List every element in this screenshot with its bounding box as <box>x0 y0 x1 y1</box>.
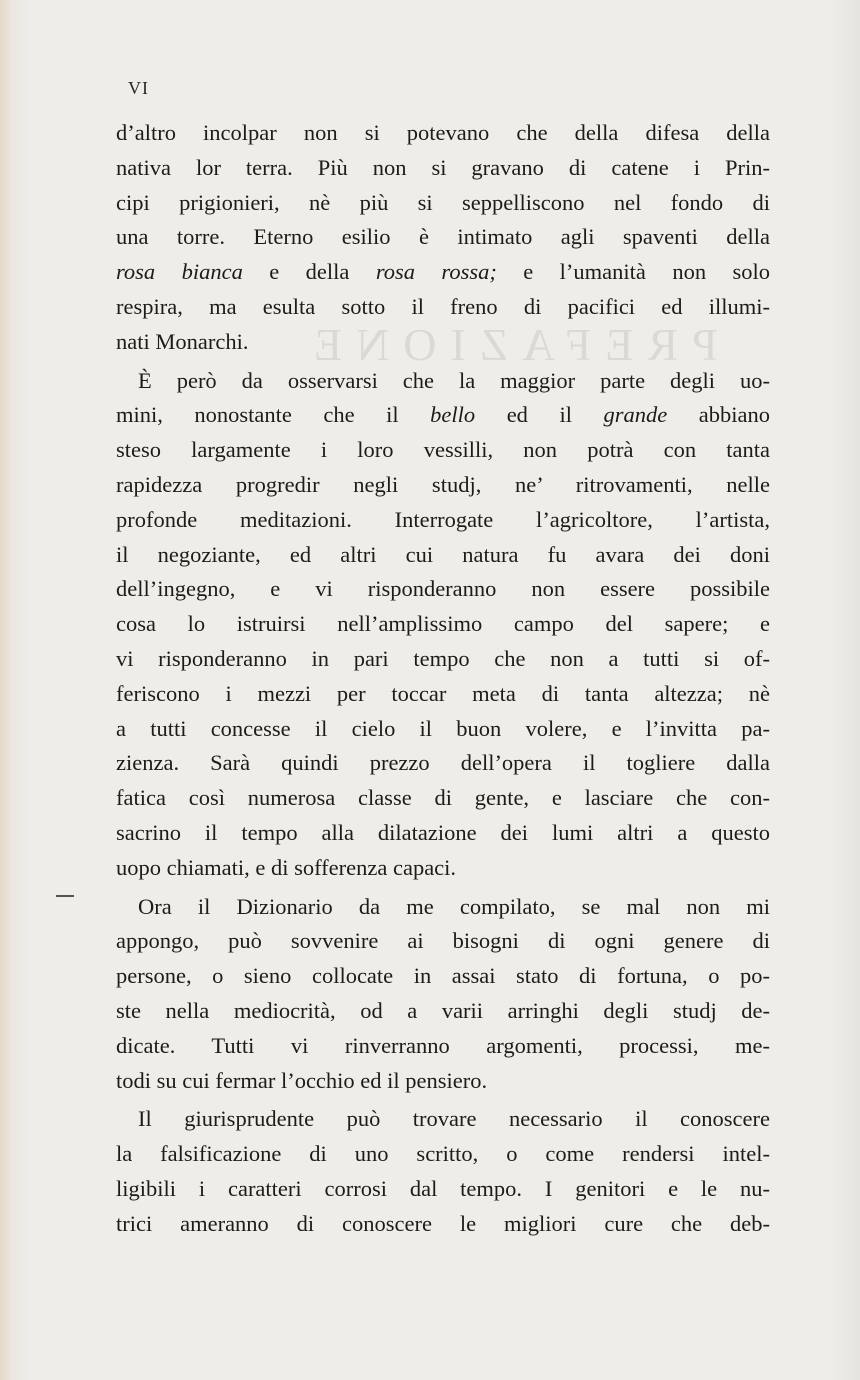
text-line: dell’ingegno, e vi risponderanno non essere possibile <box>116 576 770 602</box>
text-line: nativa lor terra. Più non si gravano di catene i Prin- <box>116 154 770 180</box>
paragraph <box>116 116 770 360</box>
text-line: cosa lo istruirsi nell’amplissimo campo del sapere; e <box>116 611 770 637</box>
text-line: il negoziante, ed altri cui natura fu avara dei doni <box>116 541 770 567</box>
text-line: feriscono i mezzi per toccar meta di tanta altezza; nè <box>116 680 770 706</box>
text-line: uopo chiamati, e di sofferenza capaci. <box>116 854 457 880</box>
italic-term: grande <box>603 402 668 428</box>
text-line: la falsificazione di uno scritto, o come rendersi intel- <box>116 1141 770 1167</box>
italic-term: rosa rossa; <box>375 259 497 285</box>
text-line: dicate. Tutti vi rinverranno argomenti, processi, me- <box>116 1032 770 1058</box>
text-line: ste nella mediocrità, od a varii arringhi degli studj de- <box>116 997 770 1023</box>
text-line: Il giurisprudente può trovare necessario il conoscere <box>138 1106 770 1132</box>
text-line: todi su cui fermar l’occhio ed il pensiero. <box>116 1067 488 1093</box>
text-line: persone, o sieno collocate in assai stato di fortuna, o po- <box>116 963 770 989</box>
paragraph <box>116 364 770 886</box>
text-line: fatica così numerosa classe di gente, e lasciare che con- <box>116 785 770 811</box>
text-line: respira, ma esulta sotto il freno di pacifici ed illumi- <box>116 293 770 319</box>
text-line: zienza. Sarà quindi prezzo dell’opera il togliere dalla <box>116 750 770 776</box>
text-line: una torre. Eterno esilio è intimato agli spaventi della <box>116 224 770 250</box>
text-line: cipi prigionieri, nè più si seppelliscono nel fondo di <box>116 189 770 215</box>
text-line: Ora il Dizionario da me compilato, se mal non mi <box>138 893 770 919</box>
text-line: vi risponderanno in pari tempo che non a tutti si of- <box>116 645 770 671</box>
text-line: mini, nonostante che il bello ed il grande abbiano <box>116 402 770 428</box>
text-line: d’altro incolpar non si potevano che della difesa della <box>116 120 770 145</box>
paragraph <box>116 890 770 1099</box>
text-line: nati Monarchi. <box>116 328 249 354</box>
margin-mark <box>56 895 74 897</box>
page-number: VI <box>128 78 149 98</box>
text-line: appongo, può sovvenire ai bisogni di ogni genere di <box>116 928 770 954</box>
text-line: a tutti concesse il cielo il buon volere, e l’invitta pa- <box>116 715 770 741</box>
italic-term: rosa bianca <box>116 259 243 285</box>
text-line: trici ameranno di conoscere le migliori cure che deb- <box>116 1210 770 1236</box>
text-line: sacrino il tempo alla dilatazione dei lumi altri a questo <box>116 819 770 845</box>
text-line: È però da osservarsi che la maggior parte degli uo- <box>138 367 770 393</box>
bleed-through-heading: PREFAZIONE <box>300 319 718 370</box>
body-text <box>116 116 770 1242</box>
text-line: rosa bianca e della rosa rossa; e l’umanità non solo <box>116 259 771 285</box>
italic-term: bello <box>430 402 476 428</box>
text-line: ligibili i caratteri corrosi dal tempo. I genitori e le nu- <box>116 1175 770 1201</box>
paragraph <box>116 1102 770 1241</box>
text-line: rapidezza progredir negli studj, ne’ ritrovamenti, nelle <box>116 471 770 497</box>
text-line: steso largamente i loro vessilli, non potrà con tanta <box>116 437 770 463</box>
text-line: profonde meditazioni. Interrogate l’agricoltore, l’artista, <box>116 506 770 532</box>
